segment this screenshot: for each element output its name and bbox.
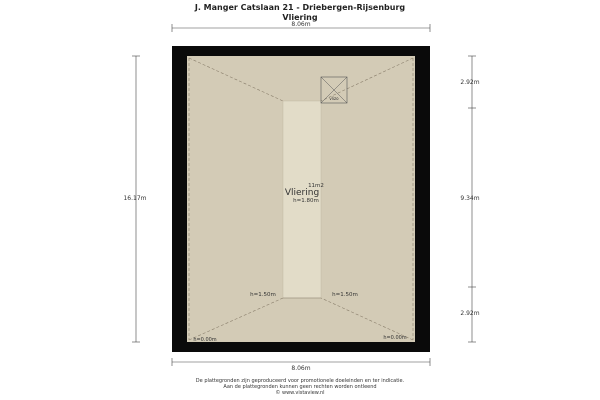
room-name: Vliering <box>284 188 320 198</box>
height-bottom-left: h=0.00m <box>193 337 217 343</box>
plan-subtitle: Vliering <box>282 13 318 22</box>
height-right-mid: h=1.50m <box>332 292 358 298</box>
dim-right-bottom-label: 2.92m <box>460 310 480 317</box>
dim-top-label: 8.06m <box>291 21 311 28</box>
footer-line-1: De plattegronden zijn geproduceerd voor promotionele doeleinden en ter indicatie. <box>195 378 405 384</box>
dim-right-top-label: 2.92m <box>460 79 480 86</box>
footer-line-2: Aan de plattegronden kunnen geen rechten worden ontleend <box>223 384 377 390</box>
room-area: 11m2 <box>308 183 324 189</box>
hatch-label: vlizo <box>329 96 339 101</box>
footer-line-3: © www.vistaview.nl <box>275 390 325 396</box>
height-left-mid: h=1.50m <box>250 292 276 298</box>
dim-left-label: 16.17m <box>123 195 147 202</box>
height-bottom-right: h=0.00m <box>383 335 407 341</box>
dim-right-middle-label: 9.34m <box>460 195 480 202</box>
dim-left <box>123 56 146 342</box>
room-height-center: h=1.80m <box>293 198 319 204</box>
dim-right <box>460 56 479 342</box>
dim-top <box>172 21 430 32</box>
plan-title: J. Manger Catslaan 21 - Driebergen-Rijsenburg <box>194 3 406 12</box>
dim-bottom <box>172 358 430 372</box>
dim-bottom-label: 8.06m <box>291 365 311 372</box>
